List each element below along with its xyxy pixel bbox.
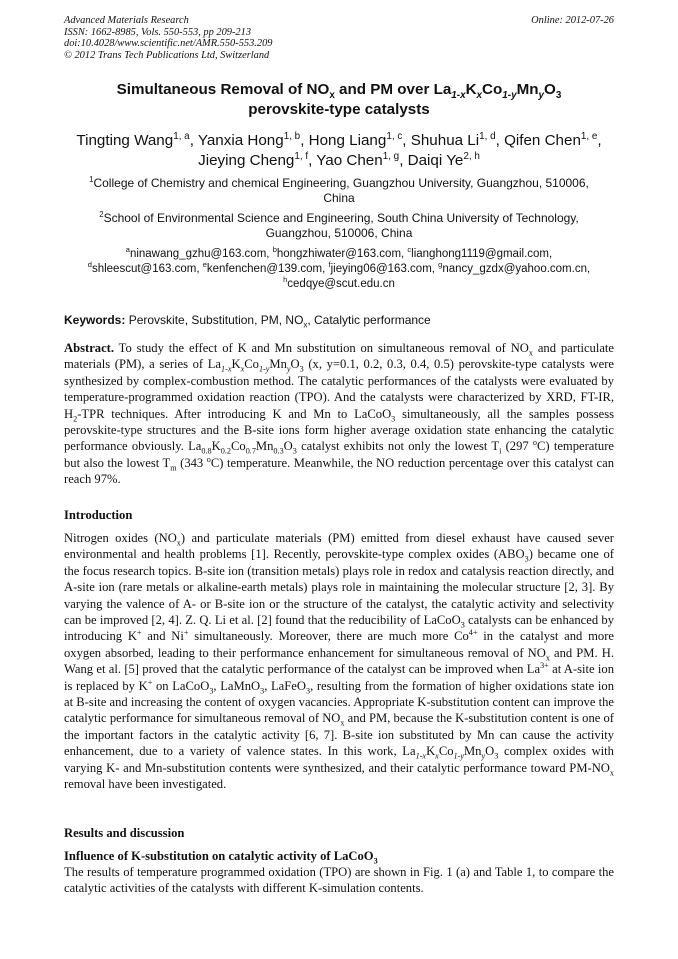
affiliation-2: $^2$School of Environmental Science and Engineering, South China University of Technology, Guangzhou, 510006, China (99, 210, 579, 240)
author: Jieying Cheng$^{1, f}$, (198, 150, 317, 169)
author: Yanxia Hong$^{1, b}$, (197, 130, 309, 149)
abstract: Abstract. To study the effect of K and Mn substitution on simultaneous removal of $NO_x$ and particulate materials (PM), a series of $La_{1-x}K_xCo_{1-y}Mn_yO_3$ (x, y=0.1, 0.2, 0.3, 0.4, 0.5) perovskite-type catalysts were synthesized by complex-combustion method. The catalytic performances of the catalysts were evaluated by temperature-programmed oxidation reaction (TPO). And the catalysts were characterized by XRD, FT-IR, $H_2$-TPR techniques. After introducing K and Mn to LaCoO$_3$ simultaneously, all the samples possess perovskite-type structures and the B-site ions form higher average oxidation state enhancing the catalytic performance obviously. $La_{0.8}K_{0.2}Co_{0.7}Mn_{0.3}O_3$ catalyst exhibits not only the lowest $T_i$ (297 $^o$C) temperature but also the lowest $T_m$ (343 $^o$C) temperature. Meanwhile, the NO reduction percentage over this catalyst can reach 97%. (64, 341, 615, 487)
abstract-label: Abstract. (64, 341, 115, 355)
doi-line: doi:10.4028/www.scientific.net/AMR.550-553.209 (64, 38, 273, 50)
paper-title: Simultaneous Removal of $NO_x$ and PM over $La_{1-x}K_xCo_{1-y}Mn_yO_3$ perovskite-type catalysts (116, 81, 562, 118)
keywords: Keywords: Perovskite, Substitution, PM, $NO_x$, Catalytic performance (64, 313, 431, 330)
online-date: Online: 2012-07-26 (531, 15, 614, 26)
journal-name: Advanced Materials Research (64, 15, 189, 26)
author-list (64, 131, 614, 171)
author: Daiqi Ye$^{2, h}$ (407, 150, 480, 169)
email-link[interactable]: nancy_gzdx@yahoo.com.cn (442, 263, 587, 275)
email-link[interactable]: hongzhiwater@163.com (276, 248, 402, 260)
author: Yao Chen$^{1, g}$, (316, 150, 408, 169)
email-link[interactable]: cedqye@scut.edu.cn (287, 278, 395, 290)
email-link[interactable]: jieying06@163.com (330, 263, 432, 275)
introduction-text: Nitrogen oxides $(NO_x)$ and particulate materials (PM) emitted from diesel exhaust have caused sever environmental and health problems [1]. Recently, perovskite-type complex oxides $(ABO_3)$ became one of the focus research topics. B-site ion (transition metals) plays role in redox and catalysis reaction directly, and A-site ion (rare metals or alkaline-earth metals) plays role in maintaining the molecular structure [2, 3]. By varying the valence of A- or B-site ion or the structure of the catalyst, the catalytic activity and selectivity can be improved [2, 4]. Z. Q. Li et al. [2] found that the reducibility of LaCoO$_3$ catalysts can be enhanced by introducing K+ and Ni+ simultaneously. Moreover, there are much more $Co^{4+}$ in the catalyst and more oxygen absorbed, leading to their performance enhancement for simultaneous removal of $NO_x$ and PM. H. Wang et al. [5] proved that the catalytic performance of the catalyst can be improved when $La^{3+}$ at A-site ion is replaced by K+ on LaCoO$_3$, LaMnO$_3$, LaFeO$_3$, resulting from the formation of higher oxidations state ion at B-site and increasing the content of oxygen vacancies. Appropriate K-substitution content can improve the catalytic performance for simultaneous removal of $NO_x$ and PM, because the K-substitution content is one of the important factors in the catalytic activity [6, 7]. B-site ion substituted by Mn can cause the activity enhancement, due to a variety of valence states. In this work, $La_{1-x}K_xCo_{1-y}Mn_yO_3$ complex oxides with varying K- and Mn-substitution contents were synthesized, and their catalytic performance toward $PM-NO_x$ removal have been investigated. (64, 531, 615, 792)
issn-line: ISSN: 1662-8985, Vols. 550-553, pp 209-213 (64, 26, 252, 38)
email-list: $^a$ninawang_gzhu@163.com, $^b$hongzhiwater@163.com, $^c$lianghong1119@gmail.com, $^d$shleescut@163.com, $^e$kenfenchen@139.com, $^f$jieying06@163.com, $^g$nancy_gzdx@yahoo.com.cn, $^h$cedqye@scut.edu.cn (87, 245, 591, 290)
running-header (64, 15, 614, 61)
author: Shuhua Li$^{1, d}$, (410, 130, 505, 149)
copyright-line: © 2012 Trans Tech Publications Ltd, Switzerland (64, 49, 270, 61)
subsection-heading: Influence of K-substitution on catalytic activity of LaCoO$_3$ (64, 849, 378, 866)
author: Hong Liang$^{1, c}$, (308, 130, 411, 149)
results-text: The results of temperature programmed oxidation (TPO) are shown in Fig. 1 (a) and Table 1, to compare the catalytic activities of the catalysts with different K-simulation contents. (64, 865, 614, 896)
section-heading-results: Results and discussion (64, 826, 185, 840)
keywords-label: Keywords: (64, 313, 126, 327)
email-link[interactable]: shleescut@163.com (91, 263, 197, 275)
affiliation-1: $^1$College of Chemistry and chemical Engineering, Guangzhou University, Guangzhou, 510006, China (89, 175, 589, 205)
author: Qifen Chen$^{1, e}$, (504, 130, 602, 149)
email-link[interactable]: lianghong1119@gmail.com (411, 248, 549, 260)
author: Tingting Wang$^{1, a}$, (76, 130, 198, 149)
section-heading-introduction: Introduction (64, 508, 133, 522)
email-link[interactable]: ninawang_gzhu@163.com (129, 248, 267, 260)
email-link[interactable]: kenfenchen@139.com (206, 263, 323, 275)
